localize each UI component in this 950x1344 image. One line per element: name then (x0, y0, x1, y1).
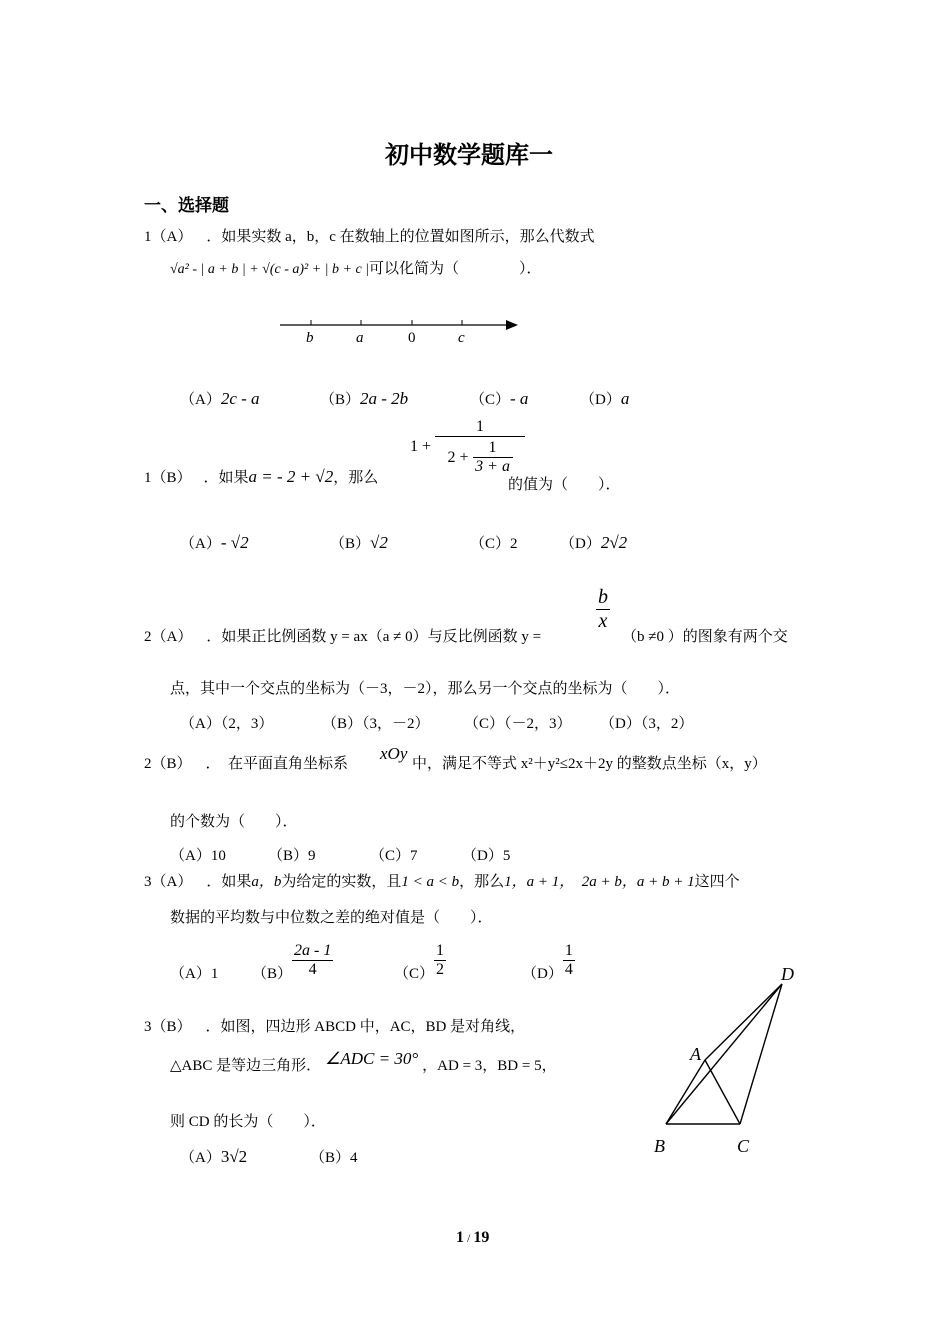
quadrilateral-figure (648, 960, 828, 1160)
question-text: （b ≠0 ）的图象有两个交 (622, 629, 788, 645)
fraction-part: 2 + (447, 448, 469, 466)
q3a-options (170, 938, 575, 983)
option[interactable]: （D）2√2 (560, 533, 628, 552)
question-text: 为给定的实数，且 (281, 874, 402, 890)
page-number: 1 / 19 (456, 1229, 490, 1246)
axis-label: a (356, 330, 364, 346)
question-text: ．如果实数 a，b，c 在数轴上的位置如图所示，那么代数式 (206, 229, 595, 245)
option[interactable]: （D）5 (462, 848, 511, 864)
question-text: 可以化简为（ ）． (369, 261, 542, 277)
number-line (278, 312, 538, 352)
question-text: 的个数为（ ）． (170, 814, 298, 830)
option[interactable]: （B）2a - 2b (320, 389, 409, 408)
option[interactable]: （A）（2，3） (180, 716, 274, 732)
inverse-function-fraction (596, 586, 610, 633)
vertex-label: A (690, 1044, 701, 1064)
option[interactable]: （D） $\frac{1}{4}$ (522, 942, 573, 982)
q3b-stem (144, 1015, 525, 1036)
q3b-line2 (170, 1049, 557, 1075)
q3b-options (180, 1146, 358, 1167)
math-condition: a = - 2 + √2 (248, 467, 334, 486)
question-text: ．如图，四边形 ABCD 中，AC，BD 是对角线， (205, 1019, 526, 1035)
question-text: 点，其中一个交点的坐标为（－3，－2），那么另一个交点的坐标为（ ）． (170, 681, 681, 697)
fraction-numerator: b (598, 586, 608, 608)
math-list: 1，a + 1， 2a + b，a + b + 1 (504, 874, 695, 890)
math-variables: a，b (251, 874, 282, 890)
q2b-options (170, 844, 510, 865)
question-text: △ABC 是等边三角形． (170, 1058, 322, 1074)
question-text: 中，满足不等式 x²＋y²≤2x＋2y 的整数点坐标（x，y） (412, 756, 767, 772)
fraction-part: 1 + (410, 438, 432, 455)
q1b-options (180, 532, 627, 553)
option[interactable]: （C）（－2，3） (464, 716, 572, 732)
option[interactable]: （A）10 (170, 848, 226, 864)
question-text: ，那么 (333, 470, 379, 486)
question-label: 1（B） (144, 470, 192, 486)
question-text: ．如果 (206, 874, 252, 890)
vertex-label: C (737, 1136, 750, 1156)
section-heading: 一、选择题 (144, 196, 229, 215)
question-text: 则 CD 的长为（ ）． (170, 1114, 326, 1130)
fraction-denominator: x (598, 610, 608, 632)
q2a-stem (144, 625, 541, 646)
question-text: 数据的平均数与中位数之差的绝对值是（ ）． (170, 910, 493, 926)
coordinate-system: xOy (380, 744, 408, 763)
option[interactable]: （A）- √2 (180, 533, 249, 552)
math-expression: √a² - | a + b | + √(c - a)² + | b + c | (170, 262, 370, 277)
q1b-stem (144, 466, 378, 487)
option[interactable]: （A）3√2 (180, 1147, 248, 1166)
page-title: 初中数学题库一 (385, 143, 553, 169)
question-text: 这四个 (694, 874, 740, 890)
question-text: ，那么 (459, 874, 505, 890)
question-label: 3（B） (144, 1019, 192, 1035)
option[interactable]: （D）a (580, 389, 630, 408)
math-condition: 1 < a < b (401, 874, 460, 890)
option[interactable]: （A）1 (170, 966, 219, 982)
option[interactable]: （C）7 (370, 848, 418, 864)
q1a-options (180, 388, 629, 409)
question-text: 的值为（ ）． (508, 477, 621, 493)
option[interactable]: （A）2c - a (180, 389, 260, 408)
fraction-numerator: 1 (435, 418, 525, 437)
vertex-label: D (781, 964, 794, 984)
question-text: ，AD = 3，BD = 5， (422, 1058, 557, 1074)
question-label: 2（B） (144, 756, 192, 772)
axis-label: c (458, 330, 465, 346)
continued-fraction (410, 418, 525, 476)
q1a-stem (144, 225, 595, 246)
axis-label: b (306, 330, 314, 346)
axis-label: 0 (408, 330, 416, 346)
question-label: 1（A） (144, 229, 193, 245)
option[interactable]: （D）（3，2） (600, 716, 694, 732)
q1a-expression-line (170, 257, 542, 278)
question-label: 2（A） (144, 629, 193, 645)
vertex-label: B (654, 1136, 665, 1156)
option[interactable]: （B）9 (268, 848, 316, 864)
fraction-denominator: 3 + a (475, 458, 510, 475)
question-label: 3（A） (144, 874, 193, 890)
option[interactable]: （B）（3，－2） (322, 716, 430, 732)
option[interactable]: （B）4 (310, 1150, 358, 1166)
q2a-options (180, 712, 693, 733)
option[interactable]: （B）√2 (330, 533, 388, 552)
math-angle: ∠ADC = 30° (325, 1049, 419, 1068)
q2b-stem (144, 752, 348, 773)
question-text: ． 在平面直角坐标系 (205, 756, 349, 772)
question-text: ．如果正比例函数 y = ax（a ≠ 0）与反比例函数 y = (206, 629, 542, 645)
option[interactable]: （C） $\frac{1}{2}$ (394, 942, 445, 982)
option[interactable]: （B） $\frac{2a - 1}{4}$ (252, 942, 332, 982)
fraction-numerator: 1 (473, 439, 513, 458)
question-text: ．如果 (203, 470, 249, 486)
option[interactable]: （C）2 (470, 536, 518, 552)
q3a-stem (144, 870, 740, 891)
option[interactable]: （C）- a (470, 389, 529, 408)
